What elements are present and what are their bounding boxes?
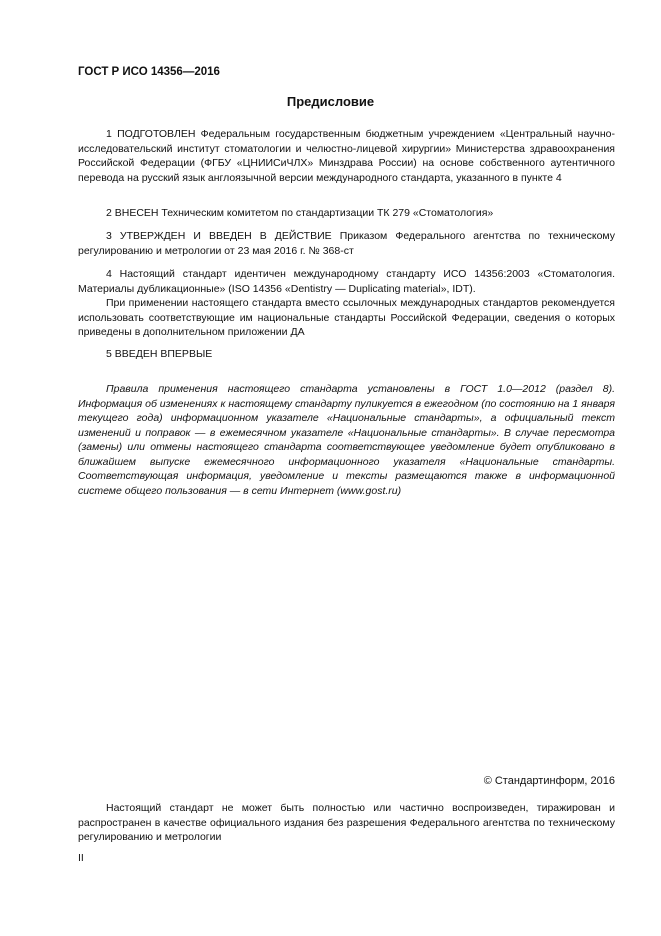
item-3 (78, 229, 615, 258)
item-3-text: 3 УТВЕРЖДЕН И ВВЕДЕН В ДЕЙСТВИЕ Приказом Федерального агентства по техническому регулированию и метрологии от 23 мая 2016 г. № 368-ст (78, 230, 615, 257)
item-4-text: 4 Настоящий стандарт идентичен международному стандарту ИСО 14356:2003 «Стоматология. Материалы дубликационные» (ISO 14356 «Dentistry — Duplicating material», IDT). (78, 268, 615, 295)
document-code: ГОСТ Р ИСО 14356—2016 (78, 66, 220, 78)
footer-notice-text: Настоящий стандарт не может быть полностью или частично воспроизведен, тиражирован и распространен в качестве официального издания без разрешения Федерального агентства по техническому регулированию и метрологии (78, 802, 615, 843)
item-5-text: 5 ВВЕДЕН ВПЕРВЫЕ (106, 348, 213, 360)
item-1-text: 1 ПОДГОТОВЛЕН Федеральным государственным бюджетным учреждением «Центральный научно-исследовательский институт стоматологии и челюстно-лицевой хирургии» Министерства здравоохранения Российской Федерации (ФГБУ «ЦНИИСиЧЛХ» Минздрава России) на основе собственного аутентичного перевода на русский язык англоязычной версии международного стандарта, указанного в пункте 4 (78, 128, 615, 184)
page-number: II (78, 852, 84, 864)
copyright: © Стандартинформ, 2016 (483, 775, 615, 787)
item-1 (78, 127, 615, 185)
item-2 (78, 206, 615, 221)
rules-notice-text: Правила применения настоящего стандарта установлены в ГОСТ 1.0—2012 (раздел 8). Информация об изменениях к настоящему стандарту пуликуется в ежегодном (по состоянию на 1 января текущего года) информационном указателе «Национальные стандарты», а официальный текст изменений и поправок — в ежемесячном указателе «Национальные стандарты». В случае пересмотра (замены) или отмены настоящего стандарта соответствующее уведомление будет опубликовано в ближайшем выпуске ежемесячного информационного указателя «Национальные стандарты. Соответствующая информация, уведомление и тексты размещаются также в информационной системе общего пользования — в сети Интернет (www.gost.ru) (78, 383, 615, 497)
item-2-text: 2 ВНЕСЕН Техническим комитетом по стандартизации ТК 279 «Стоматология» (106, 207, 494, 219)
footer-notice (78, 801, 615, 845)
item-5 (78, 347, 615, 362)
item-4-note: При применении настоящего стандарта вместо ссылочных международных стандартов рекомендуется использовать соответствующие им национальные стандарты Российской Федерации, сведения о которых приведены в дополнительном приложении ДА (78, 297, 615, 338)
item-4 (78, 267, 615, 340)
rules-notice (78, 382, 615, 498)
page-title: Предисловие (286, 94, 375, 109)
